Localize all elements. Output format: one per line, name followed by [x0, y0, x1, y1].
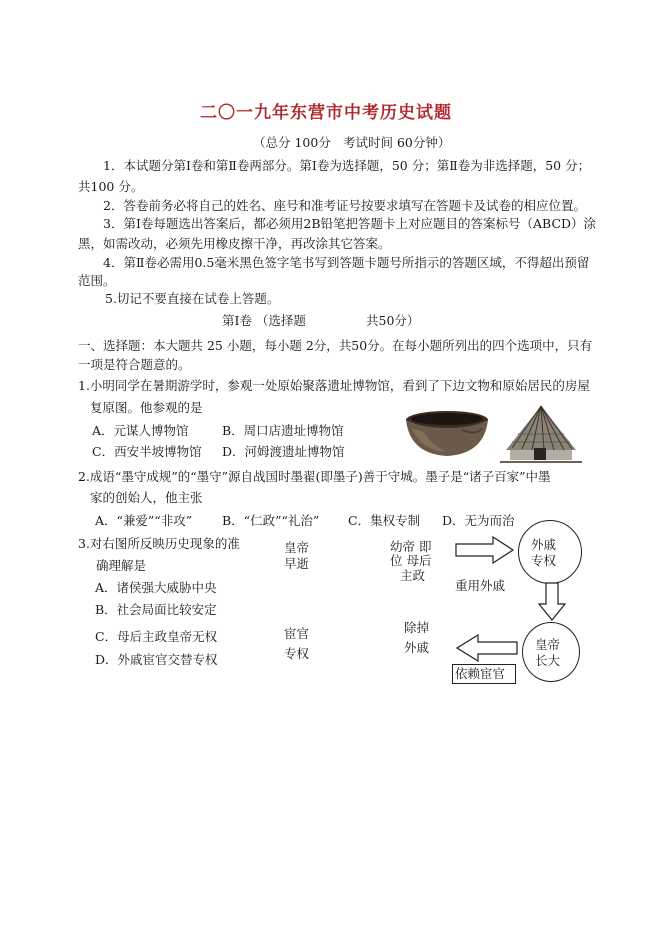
- q2-stem-cont: 家的创始人，他主张: [90, 490, 203, 505]
- thatched-hut-image: [498, 404, 584, 468]
- instruction-3: 3．第Ⅰ卷每题选出答案后，都必须用2B铅笔把答题卡上对应题目的答案标号（ABCD）涂: [103, 216, 597, 231]
- instruction-2: 2．答卷前务必将自己的姓名、座号和准考证号按要求填写在答题卡及试卷的相应位置。: [103, 198, 586, 213]
- q3-option-c: C．母后主政皇帝无权: [95, 629, 218, 644]
- instruction-5: 5.切记不要直接在试卷上答题。: [105, 291, 280, 306]
- instruction-3-cont: 黑，如需改动，必须先用橡皮擦干净，再改涂其它答案。: [78, 236, 391, 251]
- q1-option-b: B．周口店遗址博物馆: [222, 423, 344, 438]
- q3-option-a: A．诸侯强大威胁中央: [95, 580, 217, 595]
- q3-option-b: B．社会局面比较安定: [95, 602, 217, 617]
- instruction-4: 4．第Ⅱ卷必需用0.5毫米黑色签字笔书写到答题卡题号所指示的答题区域，不得超出预留: [103, 255, 590, 270]
- diagram-emperor-young: 皇帝 早逝: [284, 540, 310, 571]
- q2-option-b: B．“仁政”“礼治”: [222, 513, 320, 528]
- q1-option-c: C．西安半坡博物馆: [92, 444, 202, 459]
- arrow-down-icon: [538, 582, 566, 622]
- diagram-rely-eunuchs: 依赖宦官: [455, 666, 506, 681]
- section-intro: 一、选择题：本大题共 25 小题，每小题 2分，共50分。在每小题所列出的四个选项中，只有: [78, 338, 593, 353]
- q3-stem: 3.对右图所反映历史现象的准: [78, 536, 240, 551]
- exam-title: 二〇一九年东营市中考历史试题: [200, 103, 452, 123]
- diagram-rely-relatives: 重用外戚: [455, 578, 506, 593]
- exam-time: 考试时间 60分钟）: [343, 135, 451, 150]
- section-intro-cont: 一项是符合题意的。: [78, 357, 191, 372]
- section-score: 共50分）: [366, 313, 420, 328]
- arrow-left-icon: [456, 634, 518, 662]
- q1-option-a: A．元谋人博物馆: [92, 423, 189, 438]
- diagram-relatives-power: 外戚 专权: [531, 537, 557, 568]
- total-score: （总分 100分: [253, 135, 331, 150]
- q1-stem-cont: 复原图。他参观的是: [90, 400, 203, 415]
- instruction-1-cont: 共100 分。: [78, 179, 144, 194]
- instruction-4-cont: 范围。: [78, 273, 116, 288]
- q2-option-a: A．“兼爱”“非攻”: [95, 513, 193, 528]
- diagram-emperor-grown: 皇帝 长大: [535, 637, 561, 668]
- q1-option-d: D．河姆渡遗址博物馆: [222, 444, 345, 459]
- section-heading: 第Ⅰ卷 （选择题: [222, 313, 306, 328]
- q3-stem-cont: 确理解是: [96, 558, 147, 573]
- q3-option-d: D．外戚宦官交替专权: [95, 652, 218, 667]
- pottery-bowl-image: [402, 406, 492, 461]
- arrow-right-icon: [455, 536, 515, 564]
- diagram-young-emperor: 幼帝 即 位 母后 主政: [390, 539, 432, 583]
- diagram-eunuch-power: 宦官 专权: [284, 626, 310, 661]
- q2-option-c: C．集权专制: [348, 513, 421, 528]
- q2-stem: 2.成语“墨守成规”的“墨守”源自战国时墨翟(即墨子)善于守城。墨子是“诸子百家”中墨: [78, 469, 551, 484]
- diagram-remove-relatives: 除掉 外戚: [404, 620, 430, 655]
- q1-stem: 1.小明同学在暑期游学时，参观一处原始聚落遗址博物馆，看到了下边文物和原始居民的房屋: [78, 378, 590, 393]
- instruction-1: 1．本试题分第Ⅰ卷和第Ⅱ卷两部分。第Ⅰ卷为选择题，50 分；第Ⅱ卷为非选择题，50 分；: [103, 158, 591, 173]
- q2-option-d: D．无为而治: [442, 513, 515, 528]
